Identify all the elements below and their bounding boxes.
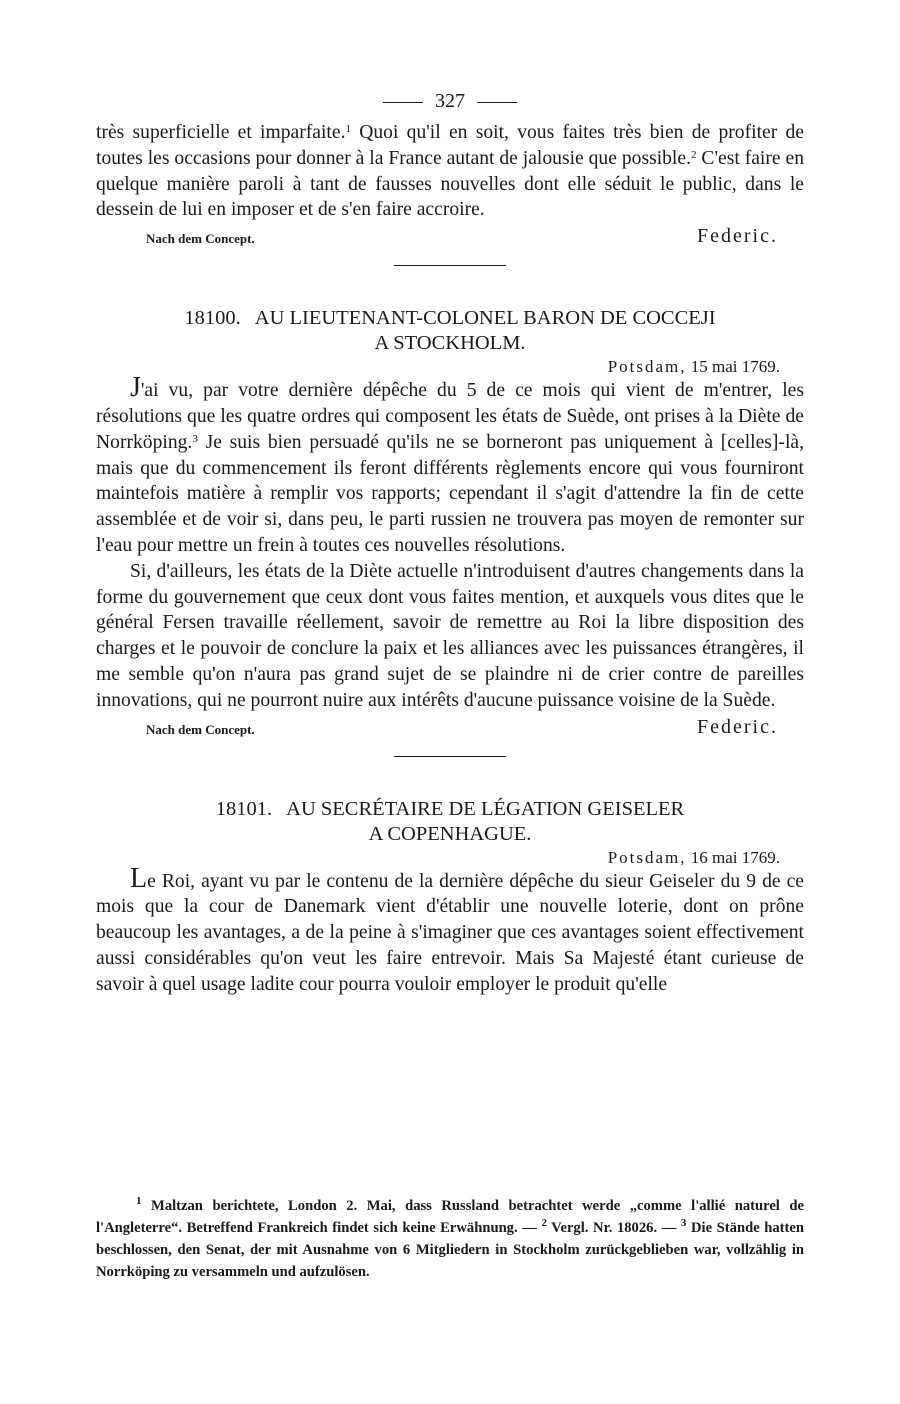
letter-18100-heading bbox=[96, 306, 804, 356]
letter-18100-p1-b: Je suis bien persuadé qu'ils ne se borneront pas uniquement à [celles]-là, mais que du commencement ils feront différents règlements encore qui vous fourniront maintefois matière à remplir vos rapports; cependant il s'agit d'attendre la fin de cette assemblée et de voir si, dans peu, le parti russien ne trouvera pas moyen de remonter sur l'eau pour mettre un frein à toutes ces nouvelles résolutions. bbox=[96, 431, 804, 556]
letter-18101-p1: e Roi, ayant vu par le contenu de la dernière dépêche du sieur Geiseler du 9 de ce mois que la cour de Danemark vient d'établir une nouvelle loterie, dont on prône beaucoup les avantages, a de la peine à s'imaginer que ces avantages soient effectivement aussi considérables qu'on veut les faire entrevoir. Mais Sa Majesté étant curieuse de savoir à quel usage ladite cour pourra vouloir employer le produit qu'elle bbox=[96, 870, 804, 995]
intro-text-2: Quoi qu'il en soit, vous faites très bien de profiter de toutes les occasions pour donner à la France autant de jalousie que possible. bbox=[96, 122, 804, 169]
letter-18101-paragraph-1 bbox=[96, 862, 804, 998]
page-number-line bbox=[96, 86, 804, 116]
letter-18101-date: 16 mai 1769. bbox=[690, 847, 780, 867]
letter-18101-place: Potsdam, bbox=[607, 847, 687, 867]
footnote-mark-1: 1 bbox=[136, 1195, 142, 1207]
intro-text-1: très superficielle et imparfaite. bbox=[96, 122, 346, 143]
footnotes bbox=[96, 1195, 804, 1283]
letter-18100-paragraph-2: Si, d'ailleurs, les états de la Diète actuelle n'introduisent d'autres changements dans la forme du gouvernement que ceux dont vous faites mention, et auxquels vous dites que le général Fersen travaille réellement, savoir de remettre au Roi la libre disposition des charges et le pouvoir de conclure la paix et les alliances avec les puissances étrangères, il me semble qu'on n'aura pas grand sujet de se plaindre ni de crier contre de pareilles innovations, qui ne pourront nuire aux intérêts d'aucune puissance voisine de la Suède. bbox=[96, 560, 804, 711]
letter-18101-dateline bbox=[96, 847, 804, 869]
intro-source-note: Nach dem Concept. bbox=[146, 231, 255, 247]
letter-18101-initial: L bbox=[130, 862, 148, 894]
letter-18100-paragraph-1 bbox=[96, 372, 804, 559]
letter-18101-destination: A COPENHAGUE. bbox=[368, 822, 532, 845]
footnote-mark-2: 2 bbox=[541, 1217, 547, 1229]
intro-text-3: C'est faire en quelque manière paroli à tant de fausses nouvelles dont elle séduit le public, dans le dessein de lui en imposer et de s'en faire accroire. bbox=[96, 147, 804, 221]
letter-18100-source-note: Nach dem Concept. bbox=[146, 721, 255, 737]
letter-18101-addressee: AU SECRÉTAIRE DE LÉGATION GEISELER bbox=[286, 797, 685, 820]
letter-18100-number: 18100. bbox=[184, 307, 241, 330]
footnote-mark-3: 3 bbox=[680, 1217, 687, 1229]
intro-signature: Federic. bbox=[697, 225, 778, 248]
footnote-block bbox=[96, 1195, 804, 1283]
letter-18100-p1-a: 'ai vu, par votre dernière dépêche du 5 de ce mois qui vient de m'entrer, les résolutions que les quatre ordres qui composent les états de Suède, ont prises à la Diète de Norrköping. bbox=[96, 380, 804, 453]
letter-18100-addressee: AU LIEUTENANT-COLONEL BARON DE COCCEJI bbox=[254, 307, 716, 330]
footnote-2: Vergl. Nr. 18026. — bbox=[546, 1220, 681, 1236]
dash-right bbox=[477, 102, 517, 103]
letter-18100-initial: J bbox=[130, 372, 141, 404]
letter-18100-dateline bbox=[96, 356, 804, 378]
footnote-3: Die Stände hatten beschlossen, den Senat, der mit Ausnahme von 6 Mitgliedern in Stockholm zurückgeblieben war, vollzählig in Norrköping zu versammeln und aufzulösen. bbox=[96, 1220, 804, 1280]
page-body bbox=[96, 86, 804, 998]
letter-18101-number: 18101. bbox=[215, 797, 273, 820]
letter-18101-heading bbox=[96, 797, 804, 847]
footnote-ref-1[interactable]: 1 bbox=[345, 123, 351, 135]
letter-18100-signature-row bbox=[96, 714, 804, 744]
dash-left bbox=[383, 102, 423, 103]
footnote-1: Maltzan berichtete, London 2. Mai, dass Russland betrachtet werde „comme l'allié naturel de l'Angleterre“. Betreffend Frankreich findet sich keine Erwähnung. — bbox=[96, 1198, 804, 1236]
footnote-ref-3[interactable]: 3 bbox=[192, 432, 198, 445]
intro-paragraph bbox=[96, 120, 804, 223]
footnote-ref-2[interactable]: 2 bbox=[690, 148, 697, 161]
letter-18100-destination: A STOCKHOLM. bbox=[374, 332, 526, 355]
page-number: 327 bbox=[435, 90, 465, 112]
letter-18100-date: 15 mai 1769. bbox=[690, 357, 780, 377]
letter-18100-signature: Federic. bbox=[697, 715, 778, 738]
intro-signature-row bbox=[96, 223, 804, 253]
letter-18100-place: Potsdam, bbox=[607, 357, 687, 377]
